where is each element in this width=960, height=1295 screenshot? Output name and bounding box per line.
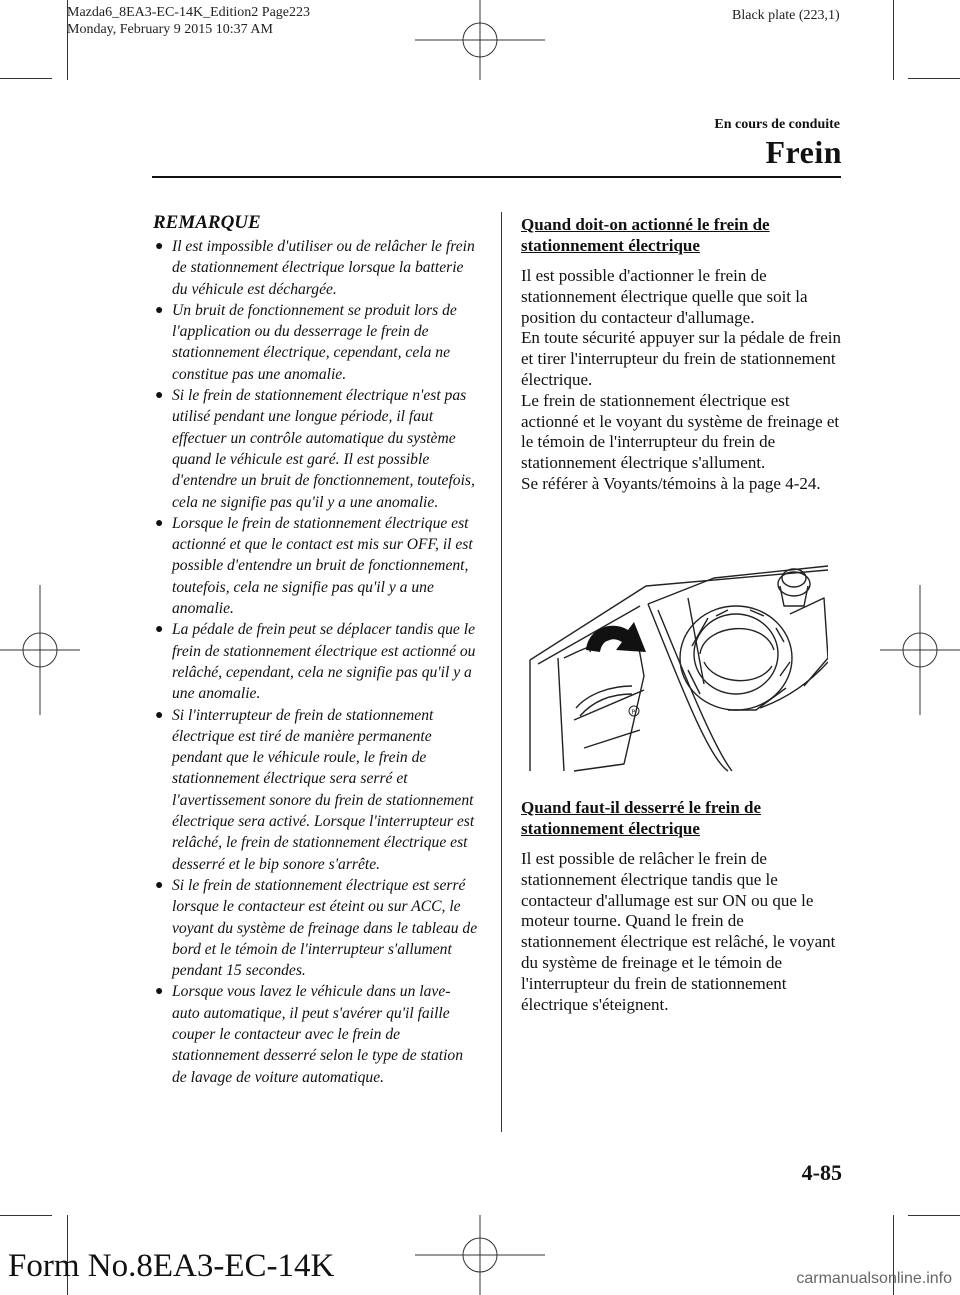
section-desserrer <box>521 797 843 1015</box>
note-text: La pédale de frein peut se déplacer tandis que le frein de stationnement électrique est actionné ou relâché, cependant, cela ne signifie pas qu'il y a une anomalie. <box>172 621 476 703</box>
note-text: Lorsque vous lavez le véhicule dans un lave-auto automatique, il peut s'avérer qu'il faille couper le contacteur avec le frein de stationnement desserré selon le type de station de lavage de voiture automatique. <box>172 983 464 1086</box>
crop-mark <box>0 1215 52 1216</box>
section-actionner-para: Se référer à Voyants/témoins à la page 4-24. <box>521 473 821 493</box>
section-actionner <box>521 214 843 495</box>
note-text: Si l'interrupteur de frein de stationnement électrique est tiré de manière permanente pendant que le véhicule roule, le frein de stationnement électrique sera serré et l'avertissement sonore du frein de stationnement électrique sera activé. Lorsque l'interrupteur est relâché, le frein de stationnement électrique est desserré et le bip sonore s'arrête. <box>172 706 475 873</box>
crop-mark <box>0 78 52 79</box>
bullet-icon: ● <box>155 622 164 638</box>
column-divider <box>501 212 502 1132</box>
section-name: En cours de conduite <box>714 117 840 132</box>
section-desserrer-title: Quand faut-il desserré le frein de stationnement électrique <box>521 798 762 838</box>
registration-mark-left <box>0 585 80 715</box>
note-item <box>146 385 478 513</box>
note-item <box>146 236 478 300</box>
plate-label: Black plate (223,1) <box>732 8 840 23</box>
note-item <box>146 875 478 981</box>
header-rule <box>152 176 841 178</box>
note-item <box>146 619 478 704</box>
section-actionner-para: En toute sécurité appuyer sur la pédale de frein et tirer l'interrupteur du frein de stationnement électrique. <box>521 328 842 389</box>
note-item <box>146 705 478 875</box>
parking-brake-switch-illustration <box>528 558 828 773</box>
bullet-icon: ● <box>155 515 164 531</box>
section-desserrer-para: Il est possible de relâcher le frein de stationnement électrique tandis que le contacteur d'allumage est sur ON ou que le moteur tourne. Quand le frein de stationnement électrique est relâché, le voyant du système de freinage et le témoin de l'interrupteur du frein de stationnement électrique s'éteignent. <box>521 849 836 1014</box>
note-item <box>146 300 478 385</box>
section-title: Frein <box>765 134 842 170</box>
file-info <box>67 4 310 38</box>
note-text: Si le frein de stationnement électrique n'est pas utilisé pendant une longue période, il faut effectuer un contrôle automatique du système quand le véhicule est garé. Il est possible d'entendre un bruit de fonctionnement, toutefois, cela ne signifie pas qu'il y a une anomalie. <box>172 387 475 511</box>
file-name-line: Mazda6_8EA3-EC-14K_Edition2 Page223 <box>67 5 311 20</box>
note-item <box>146 513 478 619</box>
note-text: Un bruit de fonctionnement se produit lors de l'application ou du desserrage le frein de stationnement électrique, cependant, cela ne constitue pas une anomalie. <box>172 301 457 383</box>
bullet-icon: ● <box>155 877 164 893</box>
svg-text:P: P <box>631 709 636 716</box>
pull-arrow-icon <box>586 622 646 652</box>
registration-mark-right <box>880 585 960 715</box>
crop-mark <box>908 1215 960 1216</box>
section-actionner-title: Quand doit-on actionné le frein de stationnement électrique <box>521 215 770 255</box>
bullet-icon: ● <box>155 239 164 254</box>
note-text: Il est impossible d'utiliser ou de relâcher le frein de stationnement électrique lorsque la batterie du véhicule est déchargée. <box>172 238 475 298</box>
crop-mark <box>893 0 894 80</box>
note-item <box>146 981 478 1087</box>
page-number: 4-85 <box>801 1160 842 1185</box>
bullet-icon: ● <box>155 707 164 723</box>
section-actionner-para: Le frein de stationnement électrique est actionné et le voyant du système de freinage et le témoin de l'interrupteur du frein de stationnement électrique s'allument. <box>521 390 840 473</box>
note-text: Si le frein de stationnement électrique est serré lorsque le contacteur est éteint ou sur ACC, le voyant du système de freinage dans le tableau de bord et le témoin de l'interrupteur s'allument pendant 15 secondes. <box>172 876 478 980</box>
watermark: carmanualsonline.info <box>796 1270 952 1287</box>
note-column <box>146 212 478 1088</box>
registration-mark-bottom <box>415 1215 545 1295</box>
section-actionner-para: Il est possible d'actionner le frein de stationnement électrique quelle que soit la position du contacteur d'allumage. <box>521 266 808 327</box>
note-heading: REMARQUE <box>153 212 261 233</box>
note-text: Lorsque le frein de stationnement électrique est actionné et que le contact est mis sur OFF, il est possible d'entendre un bruit de fonctionnement, toutefois, cela ne signifie pas qu'il y a une anomalie. <box>172 514 473 618</box>
bullet-icon: ● <box>155 984 164 1000</box>
form-number: Form No.8EA3-EC-14K <box>8 1248 335 1284</box>
note-list <box>146 236 478 1088</box>
crop-mark <box>908 78 960 79</box>
bullet-icon: ● <box>155 388 164 404</box>
registration-mark-top <box>415 0 545 80</box>
bullet-icon: ● <box>155 302 164 318</box>
file-date-line: Monday, February 9 2015 10:37 AM <box>67 22 273 37</box>
